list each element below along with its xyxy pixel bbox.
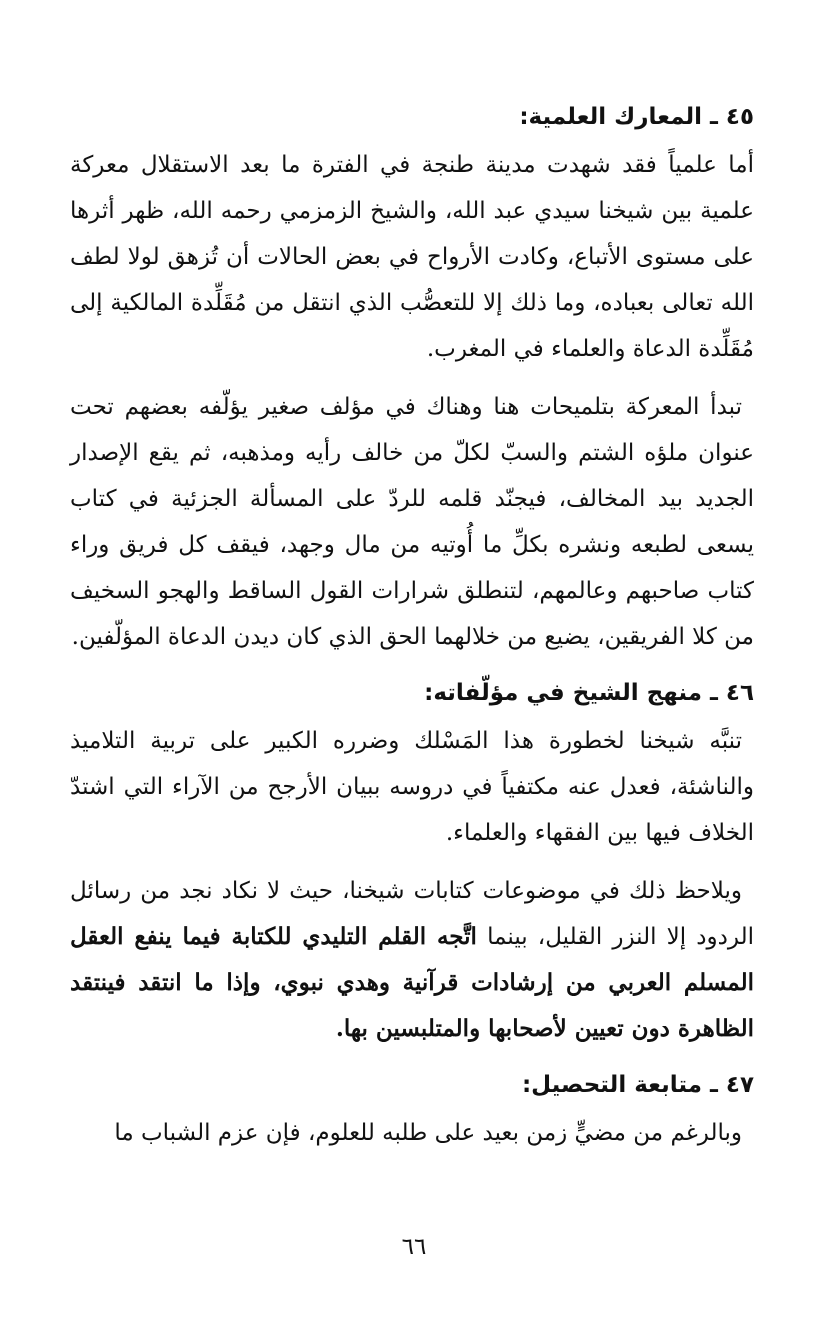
section-46-paragraph-2-bold: اتَّجه القلم التليدي للكتابة فيما ينفع العقل المسلم العربي من إرشادات قرآنية وهدي نبوي، وإذا ما انتقد فينتقد الظاهرة دون تعيين لأصحابها والمتلبسين بها.	[70, 923, 754, 1042]
section-47-paragraph-1: وبالرغم من مضيٍّ زمن بعيد على طلبه للعلوم، فإن عزم الشباب ما	[114, 1120, 742, 1146]
page-number: ٦٦	[401, 1234, 427, 1260]
section-45-paragraph-2: تبدأ المعركة بتلميحات هنا وهناك في مؤلف صغير يؤلّفه بعضهم تحت عنوان ملؤه الشتم والسبّ لكلّ من خالف رأيه ومذهبه، ثم يقع الإصدار الجديد بيد المخالف، فيجنّد قلمه للردّ على المسألة الجزئية في كتاب يسعى لطبعه ونشره بكلِّ ما أُوتيه من مال وجهد، فيقف كل فريق وراء كتاب صاحبهم وعالمهم، لتنطلق شرارات القول الساقط والهجو السخيف من كلا الفريقين، يضيع من خلالهما الحق الذي كان ديدن الدعاة المؤلّفين.	[70, 394, 754, 650]
section-46-paragraph-2-normal: ويلاحظ ذلك في موضوعات كتابات شيخنا، حيث لا نكاد نجد من رسائل الردود إلا النزر القليل، بينما	[70, 878, 754, 950]
section-46-paragraph-2	[70, 868, 754, 1052]
section-45-heading: ٤٥ ـ المعارك العلمية:	[519, 104, 754, 130]
section-47-heading: ٤٧ ـ متابعة التحصيل:	[521, 1072, 754, 1098]
section-45-paragraph-1: أما علمياً فقد شهدت مدينة طنجة في الفترة ما بعد الاستقلال معركة علمية بين شيخنا سيدي عبد الله، والشيخ الزمزمي رحمه الله، ظهر أثرها على مستوى الأتباع، وكادت الأرواح في بعض الحالات أن تُزهق لولا لطف الله تعالى بعباده، وما ذلك إلا للتعصُّب الذي انتقل من مُقَلِّدة المالكية إلى مُقَلِّدة الدعاة والعلماء في المغرب.	[70, 152, 754, 362]
section-46-heading: ٤٦ ـ منهج الشيخ في مؤلّفاته:	[424, 680, 754, 706]
page-content	[70, 92, 754, 1156]
section-46-paragraph-1: تنبَّه شيخنا لخطورة هذا المَسْلك وضرره الكبير على تربية التلاميذ والناشئة، فعدل عنه مكتفياً في دروسه ببيان الأرجح من الآراء التي اشتدّ الخلاف فيها بين الفقهاء والعلماء.	[70, 728, 754, 846]
